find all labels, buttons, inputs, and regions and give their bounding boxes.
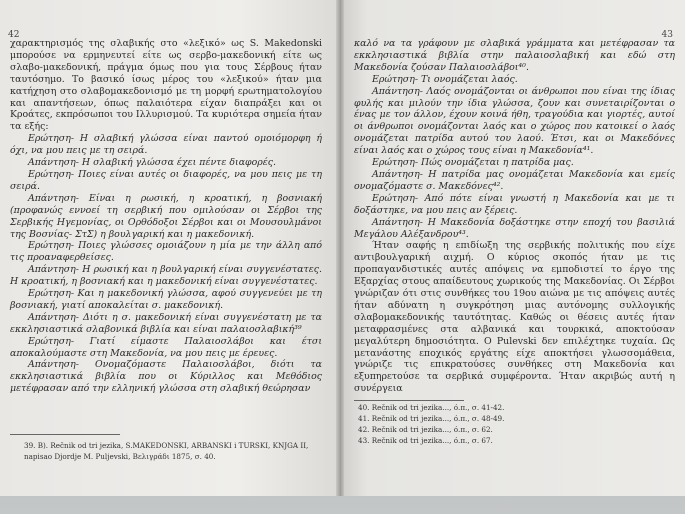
paragraph: Απάντηση- Η πατρίδα μας ονομάζεται Μακεδονία και εμείς ονομαζόμαστε σ. Μακεδόνες⁴². xyxy=(354,168,675,192)
footnote: 40. Rečnik od tri jezika..., ό.π., σ. 41-42. xyxy=(358,403,505,412)
left-page-number: 42 xyxy=(8,30,20,40)
paragraph: καλό να τα γράφουν με σλαβικά γράμματα και μετέφρασαν τα εκκλησιαστικά βιβλία στην παλαιοσλαβική και εδώ στη Μακεδονία ζούσαν Παλαιοσλάβοι⁴⁰. xyxy=(354,38,675,73)
footnote-divider xyxy=(10,434,120,435)
paragraph: Ερώτηση- Ποιες γλώσσες ομοιάζουν η μία με την άλλη από τις προαναφερθείσες. xyxy=(10,240,322,264)
right-page xyxy=(340,0,685,496)
paragraph: Ερώτηση- Τι ονομάζεται λαός. xyxy=(372,73,518,85)
paragraph: Απάντηση- Η Μακεδονία δοξάστηκε στην εποχή του βασιλιά Μεγάλου Αλέξανδρου⁴³. xyxy=(354,216,675,240)
paragraph: Απάντηση- Λαός ονομάζονται οι άνθρωποι που είναι της ίδιας φυλής και μιλούν την ίδια γλώσσα, ζουν και συνεταιρίζονται ο ένας με τον άλλον, έχουν κοινά ήθη, τραγούδια και γιορτές, αυτοί οι άνθρωποι ονομάζονται λαός και ο χώρος που κατοικεί ο λαός ονομάζεται πατρίδα αυτού του λαού. Έτσι, και οι Μακεδόνες είναι λαός και ο χώρος τους είναι η Μακεδονία⁴¹. xyxy=(354,85,675,157)
left-footnotes xyxy=(24,440,322,462)
paragraph: Απάντηση- Διότι η σ. μακεδονική είναι συγγενέστατη με τα εκκλησιαστικά σλαβονικά βιβλία και είναι παλαιοσλαβική³⁹ xyxy=(10,311,322,335)
paragraph: Απάντηση- Είναι η ρωσική, η κροατική, η βοσνιακή (προφανώς εννοεί τη σερβική που ομιλούσαν οι Σέρβοι της Σερβικής Ηγεμονίας, οι Ορθόδοξοι Σέρβοι και οι Μουσουλμάνοι της Βοσνίας- ΣτΣ) η βουλγαρική και η μακεδονική. xyxy=(10,192,322,240)
right-footnotes xyxy=(358,402,504,446)
left-page-text xyxy=(10,38,322,395)
paragraph: Ερώτηση- Ποιες είναι αυτές οι διαφορές, να μου πεις με τη σειρά. xyxy=(10,168,322,192)
footnote: 42. Rečnik od tri jezika..., ό.π., σ. 62. xyxy=(358,425,493,434)
paragraph: Ερώτηση- Γιατί είμαστε Παλαιοσλάβοι και έτσι αποκαλούμαστε στη Μακεδονία, να μου πεις με έρευες. xyxy=(10,335,322,359)
footnote: 41. Rečnik od tri jezika..., ό.π., σ. 48-49. xyxy=(358,414,505,423)
paragraph: Ήταν σαφής η επιδίωξη της σερβικής πολιτικής που είχε αντιβουλγαρική αιχμή. Ο κύριος σκοπός ήταν με τις προπαγανδιστικές αυτές απόψεις να εμποδιστεί το έργο της Εξαρχίας στους απαίδευτους χωρικούς της Μακεδονίας. Οι Σέρβοι γνώριζαν ότι στις συνθήκες του 19ου αιώνα με τις απόψεις αυτές ήταν αδύνατη η συγκρότηση μιας αυτόνομης συλλογικής σλαβομακεδονικής ταυτότητας. Καθώς οι θέσεις αυτές ήταν μεταφρασμένες στα αλβανικά και τουρκικά, αποκτούσαν μεγαλύτερη δημοσιότητα. Ο Pulevski δεν επιλέχτηκε τυχαία. Ως μετανάστης εποχικός εργάτης είχε αποκτήσει γλωσσομάθεια, γνώριζε τις επικρατούσες συνθήκες στη Μακεδονία και εξυπηρετούσε τα σερβικά συμφέροντα. Ήταν ακριβώς αυτή η συνέργεια xyxy=(354,240,675,395)
book-gutter xyxy=(336,0,344,496)
paragraph: Ερώτηση- Η σλαβική γλώσσα είναι παντού ομοιόμορφη ή όχι, να μου πεις με τη σειρά. xyxy=(10,133,322,157)
paragraph: Ερώτηση- Πώς ονομάζεται η πατρίδα μας. xyxy=(372,157,574,169)
paragraph: Ερώτηση- Από πότε είναι γνωστή η Μακεδονία και με τι δοξάστηκε, να μου πεις αν ξέρεις. xyxy=(354,192,675,216)
left-page xyxy=(0,0,340,496)
footnote: 43. Rečnik od tri jezika..., ό.π., σ. 67. xyxy=(358,436,493,445)
right-page-text xyxy=(354,38,675,395)
paragraph: Απάντηση- Η σλαβική γλώσσα έχει πέντε διαφορές. xyxy=(28,157,277,169)
paragraph: Απάντηση- Η ρωσική και η βουλγαρική είναι συγγενέστατες. Η κροατική, η βοσνιακή και η μακεδονική είναι συγγενέστατες. xyxy=(10,264,322,288)
footnote-divider xyxy=(354,400,464,401)
paragraph: Ερώτηση- Και η μακεδονική γλώσσα, αφού συγγενεύει με τη βοσνιακή, γιατί αποκαλείται σ. μακεδονική. xyxy=(10,288,322,311)
paragraph: χαρακτηρισμός της σλαβικής στο «λεξικό» ως S. Makedonski μπορούσε να ερμηνευτεί είτε ως σερβο-μακεδονική είτε ως σλαβο-μακεδονική, πράγμα όμως που για τους Σέρβους ήταν ταυτόσημο. Το βασικό ίσως μέρος του «λεξικού» ήταν μια κατήχηση στο σλαβομακεδονισμό με τη μορφή ερωτηματολογίου και απαντήσεων, όπως παλαιότερα είχαν διαπράξει και οι Κροάτες, εκπρόσωποι του Ιλλυρισμού. Τα κυριότερα σημεία ήταν τα εξής: xyxy=(10,38,322,133)
right-page-number: 43 xyxy=(661,30,673,40)
paragraph: Απάντηση- Ονομαζόμαστε Παλαιοσλάβοι, διότι τα εκκλησιαστικά βιβλία που οι Κύριλλος και Μεθόδιος μετέφρασαν από την ελληνική γλώσσα στη σλαβική θεώρησαν xyxy=(10,359,322,395)
footnote: 39. Β). Rečnik od tri jezika, S.MAKEDONSKI, ARBANSKI i TURSKI, KNJGA II, napisao Djordje M. Puljevski, Βελιγράδι 1875, σ. 40. xyxy=(24,441,309,461)
